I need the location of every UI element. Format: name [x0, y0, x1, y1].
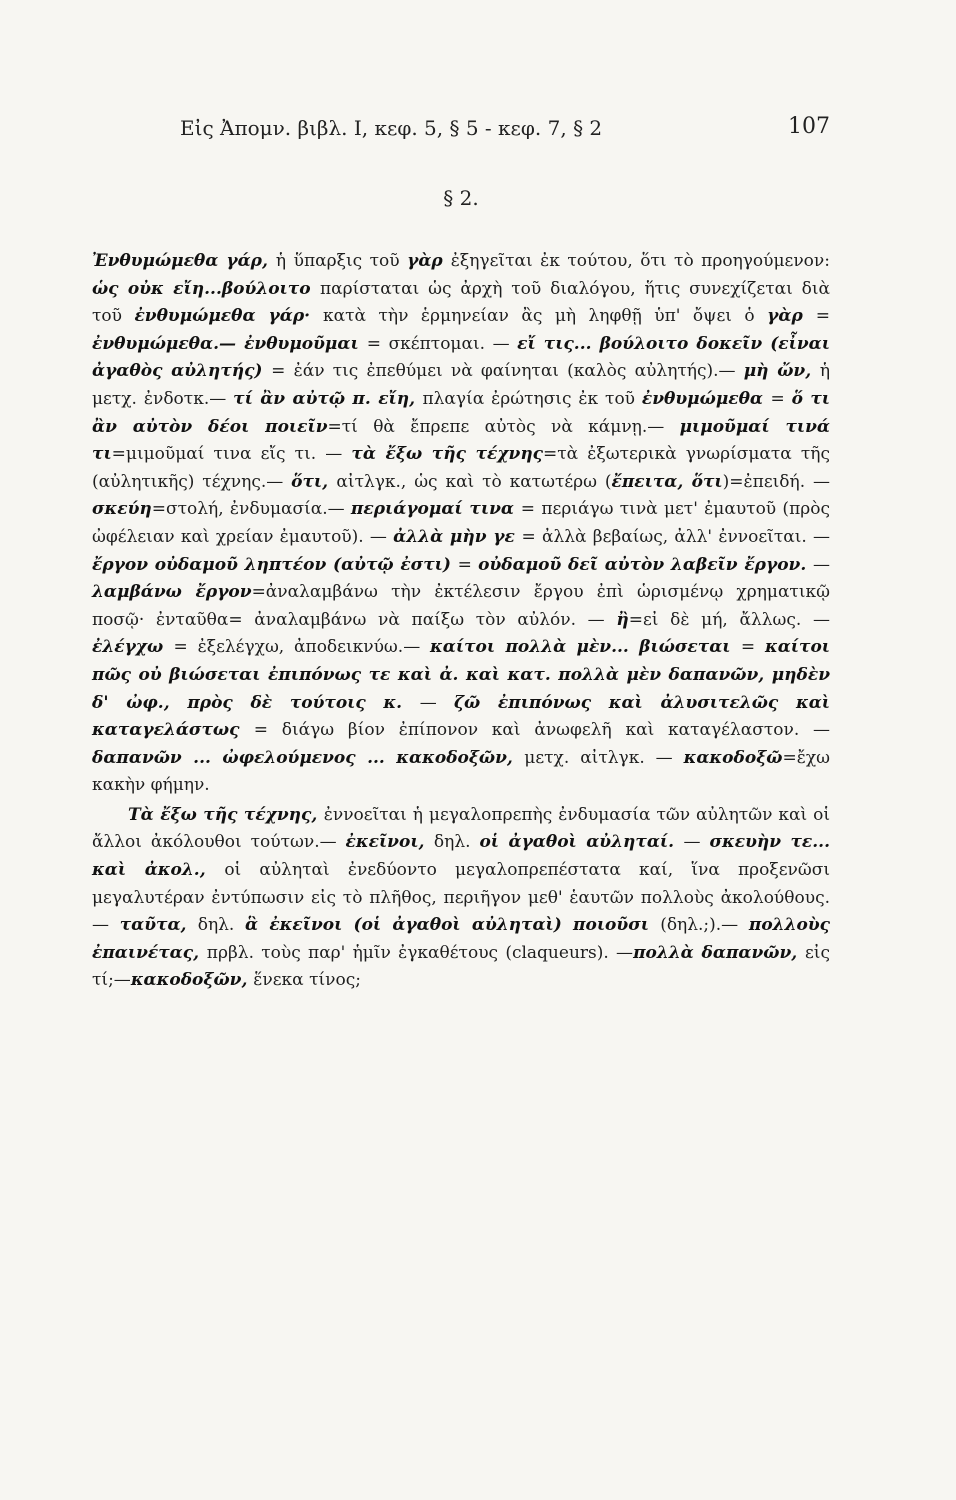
commentary-run: = σκέπτομαι. —: [366, 333, 518, 354]
lemma-term: πολλοὺς ἐπαινέτας,: [92, 915, 830, 963]
lemma-term: ἐκεῖνοι,: [345, 832, 434, 853]
lemma-term: οὐδαμοῦ δεῖ αὐτὸν λαβεῖν ἔργον.: [478, 554, 813, 575]
lemma-term: περιάγομαί τινα: [350, 499, 521, 520]
lemma-term: ἃ ἐκεῖνοι (οἱ ἀγαθοὶ αὐληταὶ) ποιοῦσι: [245, 915, 661, 936]
commentary-run: αἰτλγκ., ὡς καὶ τὸ κατωτέρω (: [336, 471, 612, 492]
commentary-run: πρβλ. τοὺς παρ' ἡμῖν ἐγκαθέτους (claqueurs). —: [206, 942, 634, 963]
commentary-run: κατὰ τὴν ἑρμηνείαν ἂς μὴ ληφθῇ ὑπ' ὄψει ὁ: [323, 306, 768, 327]
commentary-run: μετχ. αἰτλγκ. —: [524, 747, 684, 768]
running-head-title: Εἰς Ἀπομν. βιβλ. Ι, κεφ. 5, § 5 - κεφ. 7, § 2: [180, 116, 603, 140]
lemma-term: καίτοι πῶς οὐ βιώσεται ἐπιπόνως τε καὶ ἀ. καὶ κατ. πολλὰ μὲν δαπανῶν, μηδὲν δ' ὠφ., πρὸς δὲ τούτοις κ.: [92, 637, 831, 713]
commentary-run: =: [457, 554, 479, 575]
commentary-text: [92, 248, 830, 995]
lemma-term: ὡς οὐκ εἴη...βούλοιτο: [92, 278, 320, 299]
commentary-paragraph: [92, 802, 830, 995]
lemma-term: ἐνθυμώμεθα γάρ·: [134, 306, 324, 327]
commentary-run: πλαγία ἐρώτησις ἐκ τοῦ: [422, 388, 642, 409]
lemma-term: τὰ ἔξω τῆς τέχνης: [351, 444, 544, 465]
lemma-term: ἐνθυμώμεθα: [641, 388, 771, 409]
commentary-run: ἐννοεῖται ἡ μεγαλοπρεπὴς ἐνδυμασία τῶν αὐλητῶν καὶ οἱ ἄλλοι ἀκόλουθοι τούτων.—: [92, 804, 830, 853]
lemma-term: σκεύη: [92, 499, 152, 520]
commentary-run: =: [815, 306, 830, 327]
commentary-run: οἱ αὐληταὶ ἐνεδύοντο μεγαλοπρεπέστατα καί, ἵνα προξενῶσι μεγαλυτέραν ἐντύπωσιν εἰς τὸ πλῆθος, περιῆγον μεθ' ἑαυτῶν πολλοὺς ἀκολούθους. —: [92, 860, 831, 936]
lemma-term: γὰρ: [407, 251, 451, 271]
lemma-term: εἴ τις... βούλοιτο δοκεῖν (εἶναι ἀγαθὸς αὐλητής): [92, 333, 830, 382]
lemma-term: ὅ τι ἂν αὐτὸν δέοι ποιεῖν: [92, 388, 831, 437]
lemma-term: μὴ ὤν,: [743, 361, 820, 382]
lemma-term: κακοδοξῶν,: [130, 970, 254, 991]
lemma-term: ἢ: [616, 609, 629, 630]
commentary-run: δηλ.: [433, 832, 480, 853]
lemma-term: τί ἂν αὐτῷ π. εἴη,: [233, 388, 423, 409]
lemma-term: Ἐνθυμώμεθα γάρ,: [92, 251, 276, 271]
commentary-run: δηλ.: [197, 915, 246, 936]
lemma-term: γὰρ: [767, 306, 816, 327]
commentary-run: ἡ μετχ. ἐνδοτκ.—: [92, 361, 831, 409]
commentary-run: ἡ ὕπαρξις τοῦ: [275, 251, 408, 271]
lemma-term: ἀλλὰ μὴν γε: [393, 526, 522, 547]
lemma-term: οἱ ἀγαθοὶ αὐληταί.: [479, 832, 684, 853]
commentary-paragraph: [92, 248, 830, 800]
running-head: [92, 100, 830, 150]
commentary-run: παρίσταται ὡς ἀρχὴ τοῦ διαλόγου, ἥτις συνεχίζεται διὰ τοῦ: [92, 278, 831, 327]
commentary-run: ἕνεκα τίνος;: [253, 970, 361, 991]
lemma-term: ἐλέγχω: [92, 637, 174, 658]
lemma-term: ζῶ ἐπιπόνως καὶ ἀλυσιτελῶς καὶ καταγελάστως: [92, 692, 831, 741]
commentary-run: =εἰ δὲ μή, ἄλλως. —: [628, 609, 830, 630]
lemma-term: ὅτι,: [291, 471, 337, 492]
lemma-term: καίτοι πολλὰ μὲν... βιώσεται: [430, 637, 741, 658]
lemma-term: ταῦτα,: [119, 915, 198, 936]
commentary-run: = ἐάν τις ἐπεθύμει νὰ φαίνηται (καλὸς αὐλητής).—: [271, 361, 744, 382]
commentary-run: =ἀναλαμβάνω τὴν ἐκτέλεσιν ἔργου ἐπὶ ὡρισμένῳ χρηματικῷ ποσῷ· ἐνταῦθα= ἀναλαμβάνω νὰ παίξω τὸν αὐλόν. —: [92, 582, 830, 630]
commentary-run: =μιμοῦμαί τινα εἴς τι. —: [111, 444, 352, 465]
commentary-run: εἰς τί;—: [92, 942, 830, 991]
lemma-term: μιμοῦμαί τινά τι: [92, 416, 830, 465]
commentary-run: —: [683, 832, 710, 853]
commentary-run: =τὰ ἐξωτερικὰ γνωρίσματα τῆς (αὐλητικῆς) τέχνης.—: [92, 444, 830, 492]
lemma-term: δαπανῶν ... ὠφελούμενος ... κακοδοξῶν,: [92, 747, 525, 768]
lemma-term: κακοδοξῶ: [683, 747, 783, 768]
commentary-run: —: [813, 554, 830, 575]
commentary-run: )=ἐπειδή. —: [722, 471, 830, 492]
book-page: [92, 100, 830, 995]
commentary-run: = ἀλλὰ βεβαίως, ἀλλ' ἐννοεῖται. —: [521, 526, 830, 547]
commentary-run: —: [419, 692, 454, 713]
commentary-run: =τί θὰ ἔπρεπε αὐτὸς νὰ κάμνῃ.—: [327, 416, 680, 437]
lemma-term: ἔπειτα, ὅτι: [611, 471, 723, 492]
commentary-run: =: [740, 637, 765, 658]
commentary-run: (δηλ.;).—: [660, 915, 749, 936]
commentary-run: ἐξηγεῖται ἐκ τούτου, ὅτι τὸ προηγούμενον:: [450, 251, 830, 271]
commentary-run: = περιάγω τινὰ μετ' ἐμαυτοῦ (πρὸς ὠφέλειαν καὶ χρείαν ἐμαυτοῦ). —: [92, 499, 830, 547]
page-number: 107: [788, 114, 830, 139]
commentary-run: =ἔχω κακὴν φήμην.: [92, 747, 830, 796]
section-heading: § 2.: [443, 186, 479, 210]
lemma-term: ἔργον οὐδαμοῦ ληπτέον (αὐτῷ ἐστι): [92, 554, 458, 575]
lemma-term: σκευὴν τε... καὶ ἀκολ.,: [92, 832, 830, 881]
lemma-term: πολλὰ δαπανῶν,: [633, 942, 805, 963]
commentary-run: =στολή, ἐνδυμασία.—: [151, 499, 351, 520]
lemma-term: λαμβάνω ἔργον: [92, 582, 252, 603]
commentary-run: =: [770, 388, 792, 409]
commentary-run: = ἐξελέγχω, ἀποδεικνύω.—: [173, 637, 431, 658]
lemma-term: Τὰ ἔξω τῆς τέχνης,: [128, 804, 324, 825]
commentary-run: = διάγω βίον ἐπίπονον καὶ ἀνωφελῆ καὶ καταγέλαστον. —: [253, 720, 830, 741]
lemma-term: ἐνθυμώμεθα.— ἐνθυμοῦμαι: [92, 333, 367, 354]
